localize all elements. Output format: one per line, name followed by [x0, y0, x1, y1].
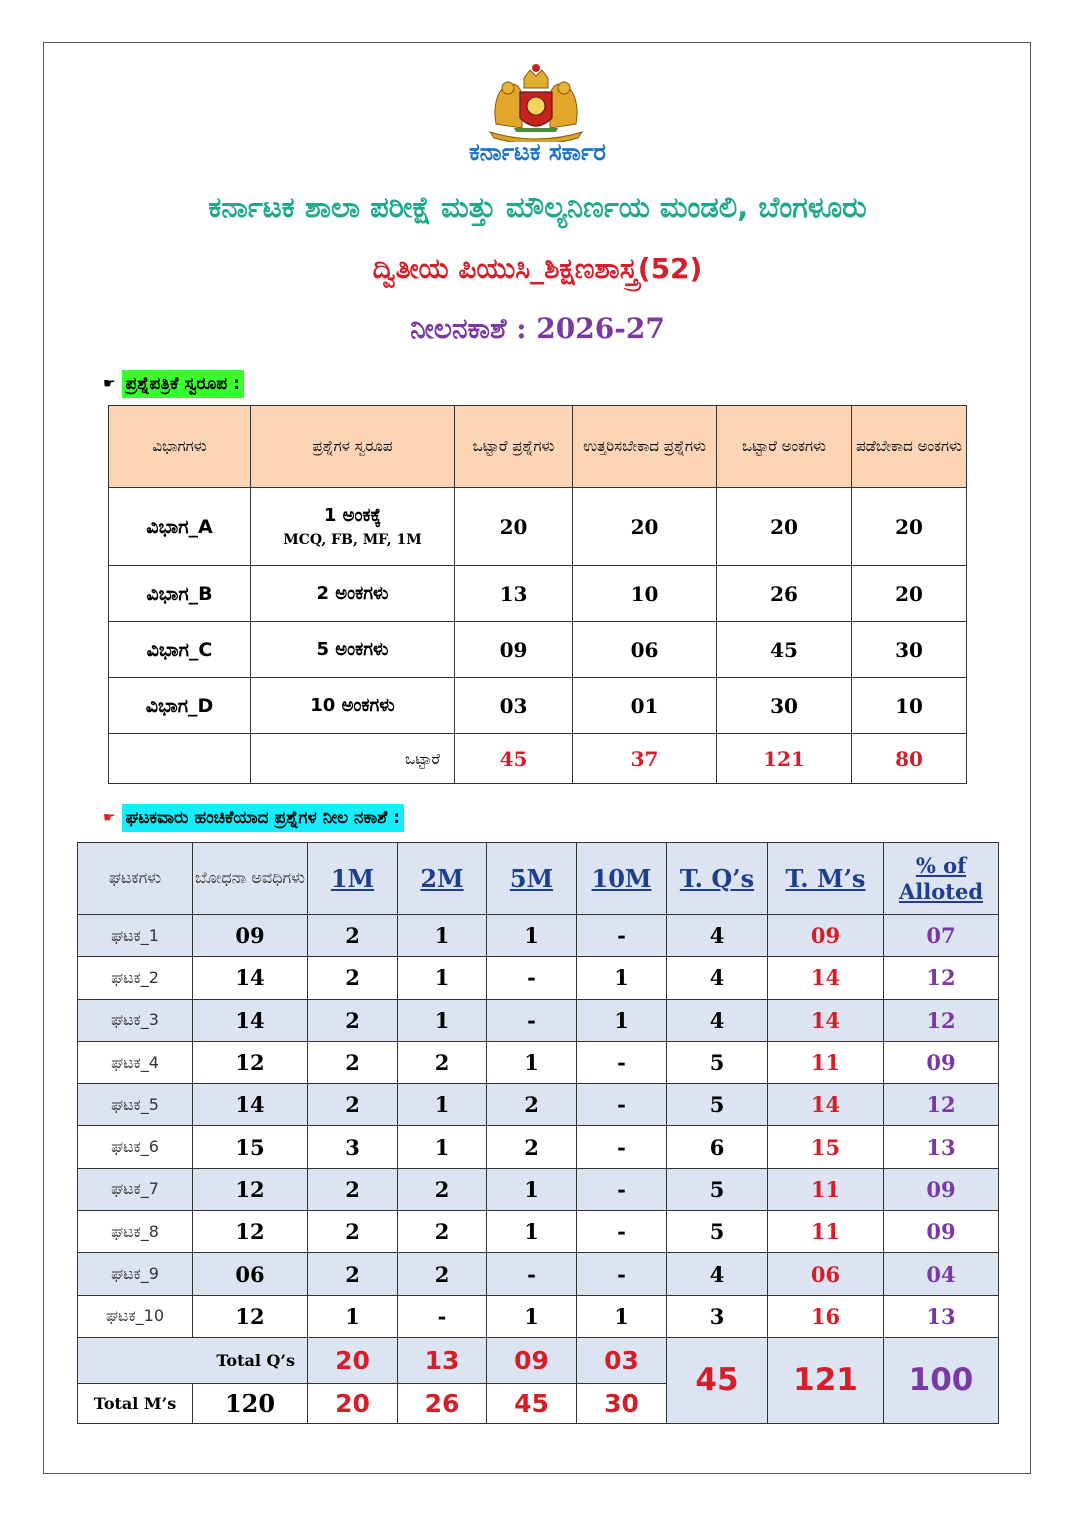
question-paper-format-table	[108, 405, 967, 784]
total-row: ಒಟ್ಟಾರೆ 45 37 121 80	[109, 734, 967, 784]
col-header: ಪಡೆಬೇಕಾದ ಅಂಕಗಳು	[852, 406, 967, 488]
table-row: ಘಟಕ_8 12 2 2 1 - 5 11 09	[78, 1211, 999, 1253]
table-row: ಘಟಕ_3 14 2 1 - 1 4 14 12	[78, 999, 999, 1041]
table-row: ಘಟಕ_1 09 2 1 1 - 4 09 07	[78, 915, 999, 957]
table-row: ಘಟಕ_2 14 2 1 - 1 4 14 12	[78, 957, 999, 999]
table-row: ವಿಭಾಗ_B 2 ಅಂಕಗಳು 13 10 26 20	[109, 566, 967, 622]
pointing-hand-icon: ☛	[103, 376, 116, 392]
grand-total-marks: 121	[768, 1337, 884, 1423]
section2-title: ಘಟಕವಾರು ಹಂಚಿಕೆಯಾದ ಪ್ರಶ್ನೆಗಳ ನೀಲ ನಕಾಶೆ :	[122, 804, 404, 832]
table-row: ಘಟಕ_4 12 2 2 1 - 5 11 09	[78, 1041, 999, 1083]
section2-heading	[103, 804, 410, 832]
grand-total-percent: 100	[884, 1337, 999, 1423]
col-header: ವಿಭಾಗಗಳು	[109, 406, 251, 488]
section1-title: ಪ್ರಶ್ನೆಪತ್ರಿಕೆ ಸ್ವರೂಪ :	[122, 370, 244, 398]
col-header: ಪ್ರಶ್ನೆಗಳ ಸ್ವರೂಪ	[251, 406, 455, 488]
board-title: ಕರ್ನಾಟಕ ಶಾಲಾ ಪರೀಕ್ಷೆ ಮತ್ತು ಮೌಲ್ಯನಿರ್ಣಯ ಮಂಡಲಿ, ಬೆಂಗಳೂರು	[208, 190, 867, 224]
pointing-hand-icon: ☛	[103, 810, 116, 826]
total-questions-row: Total Q’s 20 13 09 03 45 121 100	[78, 1337, 999, 1383]
government-title: ಕರ್ನಾಟಕ ಸರ್ಕಾರ	[468, 138, 607, 166]
table-row: ಘಟಕ_9 06 2 2 - - 4 06 04	[78, 1253, 999, 1295]
table-row: ಘಟಕ_7 12 2 2 1 - 5 11 09	[78, 1168, 999, 1210]
blueprint-year: ನೀಲನಕಾಶೆ : 2026-27	[410, 312, 665, 345]
col-header: ಉತ್ತರಿಸಬೇಕಾದ ಪ್ರಶ್ನೆಗಳು	[573, 406, 717, 488]
karnataka-emblem-icon	[486, 62, 586, 142]
col-header: ಒಟ್ಟಾರೆ ಪ್ರಶ್ನೆಗಳು	[455, 406, 573, 488]
table-row: ಘಟಕ_10 12 1 - 1 1 3 16 13	[78, 1295, 999, 1337]
table-row: ವಿಭಾಗ_A 1 ಅಂಕಕ್ಕೆ MCQ, FB, MF, 1M 20 20 20 20	[109, 488, 967, 566]
table-row: ವಿಭಾಗ_C 5 ಅಂಕಗಳು 09 06 45 30	[109, 622, 967, 678]
grand-total-questions: 45	[667, 1337, 768, 1423]
unit-rows	[78, 915, 999, 1338]
total-marks-row: Total M’s 120 20 26 45 30	[78, 1383, 999, 1423]
table-header-row: ಘಟಕಗಳು ಬೋಧನಾ ಅವಧಿಗಳು 1M 2M 5M 10M T. Q’s T. M’s % of Alloted	[78, 843, 999, 915]
col-header: ಒಟ್ಟಾರೆ ಅಂಕಗಳು	[717, 406, 852, 488]
course-title: ದ್ವಿತೀಯ ಪಿಯುಸಿ_ಶಿಕ್ಷಣಶಾಸ್ತ್ರ(52)	[372, 252, 703, 285]
table-row: ಘಟಕ_5 14 2 1 2 - 5 14 12	[78, 1084, 999, 1126]
table-header-row	[109, 406, 967, 488]
table-row: ಘಟಕ_6 15 3 1 2 - 6 15 13	[78, 1126, 999, 1168]
section1-heading	[103, 370, 244, 398]
table-row: ವಿಭಾಗ_D 10 ಅಂಕಗಳು 03 01 30 10	[109, 678, 967, 734]
unit-wise-blueprint-table	[77, 842, 999, 1424]
